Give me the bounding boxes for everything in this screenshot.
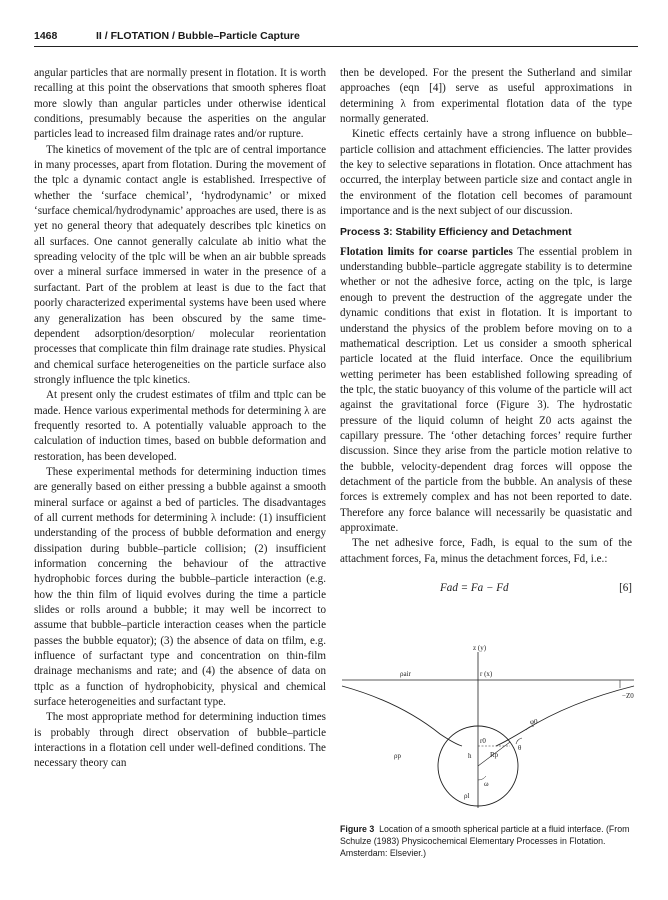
- label-rho-l: ρl: [464, 792, 470, 800]
- paragraph-text: The essential problem in understanding bubble–particle aggregate stability is to determine whether or not the adhesive force, acting on the tplc, is large enough to prevent the destruction of the aggregate under the dynamic conditions that exist in flotation. It is important to understand the physics of the problem before moving on to a mathematical description. Let us consider a smooth spherical particle located at the fluid interface. Once the equilibrium wetting perimeter has been established following spreading of the tplc, the static buoyancy of this volume of the particle will act against the gravitational force (Figure 3). The hydrostatic pressure of the liquid column of height Z0 acts against the capillary pressure. The ‘other detaching forces’ require further discussion. Since they arise from the particle motion relative to the bubble, velocity-dependent drag forces will oppose the detachment of the particle from the bubble. An analysis of these forces is extremely complex and has not been reported to date. Therefore any force balance will necessarily be quasistatic and approximate.: [340, 245, 632, 534]
- paragraph: then be developed. For the present the Sutherland and similar approaches (eqn [4]) serve as useful approximations in determining λ from experimental flotation data of the type normally generated.: [340, 67, 632, 126]
- paragraph: The net adhesive force, Fadh, is equal to the sum of the attachment forces, Fa, minus the detachment forces, Fd, i.e.:: [340, 537, 632, 565]
- running-header: [34, 28, 638, 47]
- label-minus-z0: −Z0: [622, 692, 634, 700]
- meniscus-right: [496, 686, 634, 746]
- section-heading: Process 3: Stability Efficiency and Detachment: [340, 227, 572, 239]
- label-h: h: [468, 752, 472, 760]
- caption-label: Figure 3: [340, 824, 375, 834]
- label-omega: ω: [484, 780, 489, 788]
- label-phi0: φ0: [530, 718, 538, 726]
- figure-caption: [340, 823, 636, 860]
- paragraph: The most appropriate method for determining induction times is probably through direct observation of bubble–particle interactions in a flotation cell under well-defined conditions. The necessary theory can: [34, 711, 326, 770]
- subsection-lead: Flotation limits for coarse particles: [340, 245, 513, 258]
- left-column: [34, 66, 326, 772]
- paragraph: These experimental methods for determining induction times are generally based on either pressing a bubble against a smooth mineral surface or against a bed of particles. The disadvantages of all current methods for determining λ include: (1) insufficient understanding of the process of bubble deformation and energy dissipation during bubble–particle collision; (2) insufficient information concerning the behaviour of the attractive hydrophobic forces during the bubble–particle interaction (e.g. how the thin film of liquid evolves during the time a particle slides or rolls around a bubble; it may well be incorrect to assume that bubble–particle interaction ceases when the particle passes the bubble equator); (3) the absence of data on tfilm, e.g. influence of surfactant type and concentration on thin-film drainage mechanisms and rate; and (4) the absence of data on ttplc as a function of hydrophobicity, physical and chemical surface heterogeneities and surfactant type.: [34, 465, 326, 709]
- label-z-axis: z (y): [473, 644, 487, 652]
- paragraph: Kinetic effects certainly have a strong influence on bubble–particle collision and attachment efficiencies. The latter provides the key to selective separations in flotation. Once attachment has occurred, the interplay between particle size and contact angle in the environment of the flotation cell becomes of paramount importance and is the next subject of our discussion.: [340, 128, 632, 218]
- paragraph: The kinetics of movement of the tplc are of central importance in many processes, apart from flotation. During the movement of the tplc a dynamic contact angle is established. Irrespective of whether the ‘surface chemical’, ‘hydrodynamic’ or mixed ‘surface chemical/hydrodynamic’ approaches are used, there is as yet no general theory that adequately describes tplc kinetics on all surfaces. One cannot generally calculate ab initio what the spreading velocity of the tplc will be when an air bubble spreads over a mineral surface immersed in water in the presence of a surfactant. Part of the problem at least is due to the fact that poorly characterized experimental systems have been used where any generalization has been obscured by the same time-dependent adsorption/desorption/ molecular reorientation processes that complicate thin film drainage rate studies. Physical and chemical surface heterogeneities on the particle surface also strongly influence the tplc kinetics.: [34, 143, 326, 386]
- label-rho-air: ρair: [400, 670, 411, 678]
- label-rp: Rp: [490, 751, 499, 759]
- label-r0: r0: [480, 737, 486, 745]
- paragraph: At present only the crudest estimates of tfilm and ttplc can be made. Hence various experimental methods for determining λ are frequently resorted to. A potentially valuable approach to the calculation of induction times, based on bubble deformation and restoration, has been developed.: [34, 389, 326, 463]
- equation: [340, 575, 632, 599]
- paragraph: angular particles that are normally present in flotation. It is worth recalling at this point the observations that smooth spheres float more slowly than angular particles under otherwise identical conditions, presumably because the asperities on the angular particles lead to increased film drainage rates and/or rupture.: [34, 67, 326, 141]
- paragraph: [340, 245, 632, 537]
- right-column: [340, 66, 632, 603]
- running-title: II / FLOTATION / Bubble–Particle Capture: [96, 30, 300, 42]
- equation-formula: Fad = Fa − Fd: [440, 582, 509, 594]
- figure-diagram: [340, 642, 636, 812]
- page-number: 1468: [34, 30, 58, 42]
- label-rho-p: ρp: [394, 752, 401, 760]
- figure-3: [340, 642, 636, 812]
- label-r-x: r (x): [480, 670, 493, 678]
- meniscus-left: [342, 686, 462, 746]
- equation-number: [6]: [619, 582, 632, 594]
- label-theta: θ: [518, 744, 522, 752]
- caption-text: Location of a smooth spherical particle at a fluid interface. (From Schulze (1983) Physicochemical Elementary Processes in Flotation. Amsterdam: Elsevier.): [340, 824, 630, 859]
